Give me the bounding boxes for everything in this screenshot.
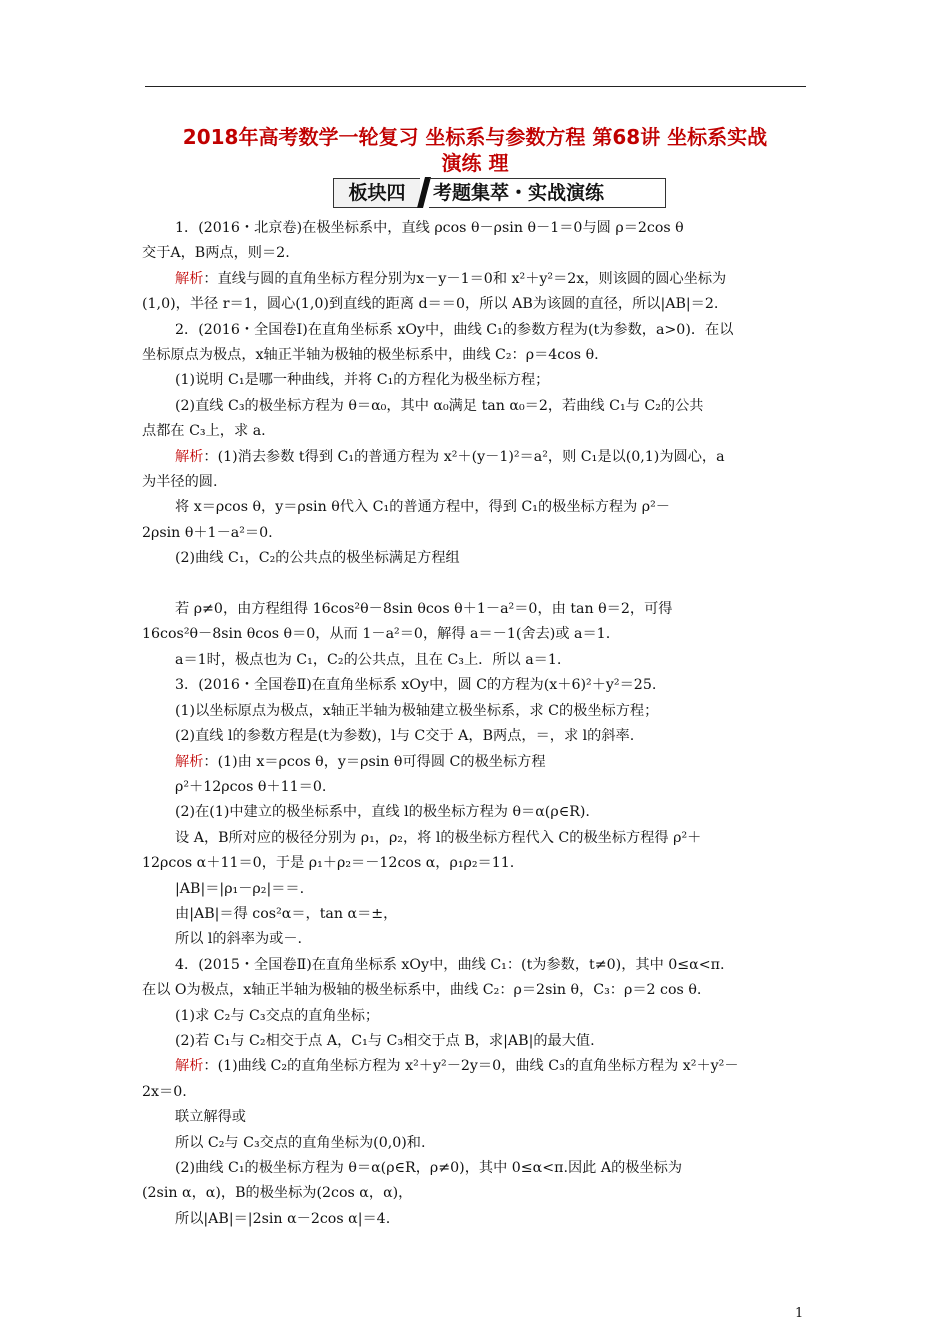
text-line xyxy=(142,216,812,241)
line-text: 所以 C₂与 C₃交点的直角坐标为(0,0)和. xyxy=(175,1134,426,1151)
text-line xyxy=(142,445,812,470)
line-text: (2)直线 C₃的极坐标方程为 θ＝α₀，其中 α₀满足 tan α₀＝2，若曲线 C₁与 C₂的公共 xyxy=(175,397,704,414)
line-text: 联立解得或 xyxy=(175,1109,246,1126)
text-line xyxy=(142,902,812,927)
text-line xyxy=(142,343,812,368)
text-line xyxy=(142,673,812,698)
text-line xyxy=(142,546,812,571)
text-line xyxy=(142,978,812,1003)
text-line xyxy=(142,292,812,317)
text-line xyxy=(142,267,812,292)
text-line xyxy=(142,851,812,876)
text-line xyxy=(142,724,812,749)
line-text: 4．(2015・全国卷Ⅱ)在直角坐标系 xOy中，曲线 C₁：(t为参数，t≠0)，其中 0≤α<π. xyxy=(175,956,725,973)
text-line xyxy=(142,521,812,546)
line-text: |AB|＝|ρ₁－ρ₂|＝＝. xyxy=(175,880,305,897)
line-text: (2)若 C₁与 C₂相交于点 A，C₁与 C₃相交于点 B，求|AB|的最大值. xyxy=(175,1032,595,1049)
doc-title-line1: 2018年高考数学一轮复习 坐标系与参数方程 第68讲 坐标系实战 xyxy=(182,125,768,149)
text-line xyxy=(142,318,812,343)
page-number: 1 xyxy=(795,1306,804,1321)
text-line xyxy=(142,597,812,622)
line-text: (2sin α，α)，B的极坐标为(2cos α，α)， xyxy=(142,1185,413,1202)
line-text: 为半径的圆. xyxy=(142,474,218,491)
text-line xyxy=(142,368,812,393)
line-text: 12ρcos α＋11＝0，于是 ρ₁＋ρ₂＝－12cos α，ρ₁ρ₂＝11. xyxy=(142,855,515,872)
line-text: 1．(2016・北京卷)在极坐标系中，直线 ρcos θ－ρsin θ－1＝0与圆 ρ＝2cos θ xyxy=(175,220,684,236)
text-line xyxy=(142,1181,812,1206)
line-text: 2x＝0. xyxy=(142,1083,187,1100)
line-text: 2ρsin θ＋1－a²＝0. xyxy=(142,524,273,541)
line-text: ：(1)由 x＝ρcos θ，y＝ρsin θ可得圆 C的极坐标方程 xyxy=(203,753,546,770)
line-text: 若 ρ≠0，由方程组得 16cos²θ－8sin θcos θ＋1－a²＝0，由 tan θ＝2，可得 xyxy=(175,601,673,618)
line-text: (1)求 C₂与 C₃交点的直角坐标； xyxy=(175,1007,380,1024)
text-line xyxy=(142,470,812,495)
line-text: 在以 O为极点，x轴正半轴为极轴的极坐标系中，曲线 C₂：ρ＝2sin θ，C₃：ρ＝2 cos θ. xyxy=(142,982,702,999)
line-text: 所以|AB|＝|2sin α－2cos α|＝4. xyxy=(175,1210,391,1227)
section-banner xyxy=(333,178,663,208)
line-text: (2)直线 l的参数方程是(t为参数)，l与 C交于 A，B两点，＝，求 l的斜率. xyxy=(175,728,635,745)
line-text: ：(1)曲线 C₂的直角坐标方程为 x²＋y²－2y＝0，曲线 C₃的直角坐标方程为 x²＋y²－ xyxy=(203,1058,739,1075)
line-text: (2)在(1)中建立的极坐标系中，直线 l的极坐标方程为 θ＝α(ρ∈R). xyxy=(175,804,590,821)
line-text: (1)以坐标原点为极点，x轴正半轴为极轴建立极坐标系，求 C的极坐标方程； xyxy=(175,702,659,719)
document-body xyxy=(142,216,812,1232)
line-text: ：(1)消去参数 t得到 C₁的普通方程为 x²＋(y－1)²＝a²，则 C₁是以(0,1)为圆心，a xyxy=(203,448,725,465)
line-text: (1)说明 C₁是哪一种曲线，并将 C₁的方程化为极坐标方程； xyxy=(175,372,550,389)
line-text: 交于A，B两点，则＝2. xyxy=(142,245,290,262)
text-line xyxy=(142,750,812,775)
text-line xyxy=(142,394,812,419)
line-text: 16cos²θ－8sin θcos θ＝0，从而 1－a²＝0，解得 a＝－1(舍去)或 a＝1. xyxy=(142,626,611,643)
banner-right-label: 考题集萃・实战演练 xyxy=(429,178,666,208)
blank-line xyxy=(142,572,812,597)
analysis-label: 解析 xyxy=(175,753,204,770)
line-text: a＝1时，极点也为 C₁，C₂的公共点，且在 C₃上．所以 a＝1. xyxy=(175,651,562,668)
text-line xyxy=(142,1004,812,1029)
line-text: 由|AB|＝得 cos²α＝，tan α＝±， xyxy=(175,905,398,922)
doc-title-line2: 演练 理 xyxy=(441,151,509,175)
text-line xyxy=(142,826,812,851)
text-line xyxy=(142,241,812,266)
line-text: (1,0)，半径 r＝1，圆心(1,0)到直线的距离 d＝＝0，所以 AB为该圆的直径，所以|AB|＝2. xyxy=(142,296,719,313)
text-line xyxy=(142,877,812,902)
line-text: 坐标原点为极点，x轴正半轴为极轴的极坐标系中，曲线 C₂：ρ＝4cos θ. xyxy=(142,347,599,364)
line-text: ：直线与圆的直角坐标方程分别为x－y－1＝0和 x²＋y²＝2x，则该圆的圆心坐标为 xyxy=(203,270,727,287)
analysis-label: 解析 xyxy=(175,270,204,287)
text-line xyxy=(142,495,812,520)
text-line xyxy=(142,1029,812,1054)
line-text: ρ²＋12ρcos θ＋11＝0. xyxy=(175,778,327,795)
text-line xyxy=(142,1156,812,1181)
header-rule xyxy=(145,86,806,87)
text-line xyxy=(142,419,812,444)
line-text: 将 x＝ρcos θ，y＝ρsin θ代入 C₁的普通方程中，得到 C₁的极坐标方程为 ρ²－ xyxy=(175,499,670,516)
text-line xyxy=(142,699,812,724)
line-text: 2．(2016・全国卷Ⅰ)在直角坐标系 xOy中，曲线 C₁的参数方程为(t为参数，a>0)．在以 xyxy=(175,321,734,338)
text-line xyxy=(142,1054,812,1079)
text-line xyxy=(142,775,812,800)
text-line xyxy=(142,1207,812,1232)
text-line xyxy=(142,800,812,825)
line-text: 点都在 C₃上，求 a. xyxy=(142,423,266,440)
banner-left-label: 板块四 xyxy=(333,178,420,208)
text-line xyxy=(142,622,812,647)
text-line xyxy=(142,927,812,952)
text-line xyxy=(142,648,812,673)
analysis-label: 解析 xyxy=(175,448,204,465)
text-line xyxy=(142,1131,812,1156)
line-text: 设 A，B所对应的极径分别为 ρ₁，ρ₂，将 l的极坐标方程代入 C的极坐标方程得 ρ²＋ xyxy=(175,829,702,846)
line-text: (2)曲线 C₁，C₂的公共点的极坐标满足方程组 xyxy=(175,550,460,567)
line-text: 所以 l的斜率为或－. xyxy=(175,931,303,948)
text-line xyxy=(142,1105,812,1130)
text-line xyxy=(142,953,812,978)
line-text: (2)曲线 C₁的极坐标方程为 θ＝α(ρ∈R，ρ≠0)，其中 0≤α<π.因此 A的极坐标为 xyxy=(175,1160,683,1177)
line-text: 3．(2016・全国卷Ⅱ)在直角坐标系 xOy中，圆 C的方程为(x＋6)²＋y²＝25. xyxy=(175,677,657,694)
text-line xyxy=(142,1080,812,1105)
analysis-label: 解析 xyxy=(175,1058,204,1075)
